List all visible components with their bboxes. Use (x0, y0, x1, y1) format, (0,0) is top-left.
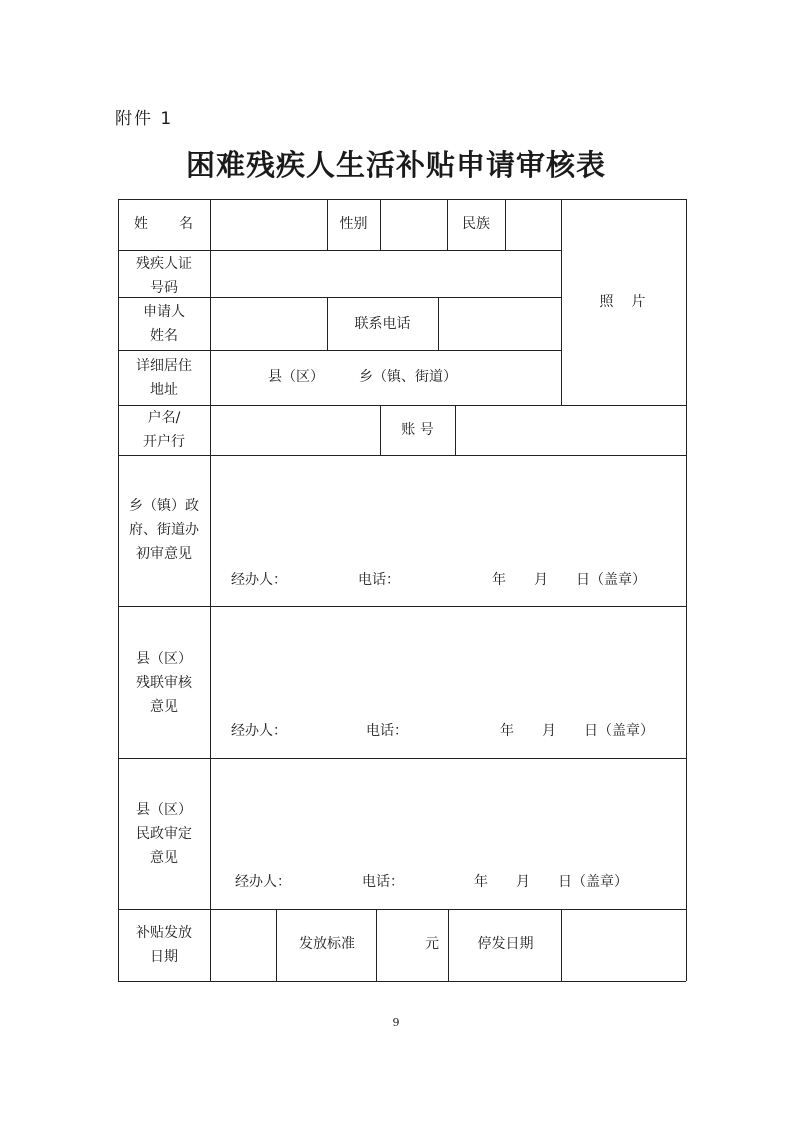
photo-label: 照 片 (599, 294, 648, 310)
applicant-name-label: 申请人 姓名 (143, 304, 185, 344)
address-value: 县（区） 乡（镇、街道） (268, 369, 457, 385)
county-civil-review-label: 县（区） 民政审定 意见 (136, 802, 192, 866)
county-disabled-review-label: 县（区） 残联审核 意见 (136, 651, 192, 715)
ethnicity-label: 民族 (462, 216, 490, 232)
account-number-label: 账 号 (401, 422, 434, 438)
attachment-label: 附件 1 (115, 109, 174, 129)
currency-unit: 元 (425, 936, 439, 952)
phone-label: 联系电话 (354, 316, 411, 332)
gender-label: 性别 (339, 216, 368, 232)
application-form-table (118, 199, 686, 981)
county-disabled-handler-label: 经办人： (231, 723, 287, 739)
township-date-stamp: 年 月 日（盖章） (492, 572, 646, 588)
page-title: 困难残疾人生活补贴申请审核表 (185, 148, 606, 182)
payment-standard-label: 发放标准 (299, 936, 355, 952)
name-label: 姓 名 (134, 216, 194, 232)
account-name-label: 户名/ 开户行 (143, 410, 185, 450)
disability-id-label: 残疾人证 号码 (136, 256, 192, 296)
county-disabled-phone-label: 电话： (366, 723, 408, 739)
page-number: 9 (392, 1016, 400, 1029)
address-label: 详细居住 地址 (136, 358, 192, 398)
subsidy-date-label: 补贴发放 日期 (136, 925, 192, 965)
county-civil-date-stamp: 年 月 日（盖章） (474, 874, 628, 890)
county-civil-phone-label: 电话： (362, 874, 404, 890)
county-disabled-date-stamp: 年 月 日（盖章） (500, 723, 654, 739)
stop-date-label: 停发日期 (477, 936, 534, 952)
township-phone-label: 电话： (358, 572, 400, 588)
county-civil-handler-label: 经办人： (235, 874, 291, 890)
township-handler-label: 经办人： (231, 572, 287, 588)
township-review-label: 乡（镇）政 府、街道办 初审意见 (129, 498, 199, 562)
